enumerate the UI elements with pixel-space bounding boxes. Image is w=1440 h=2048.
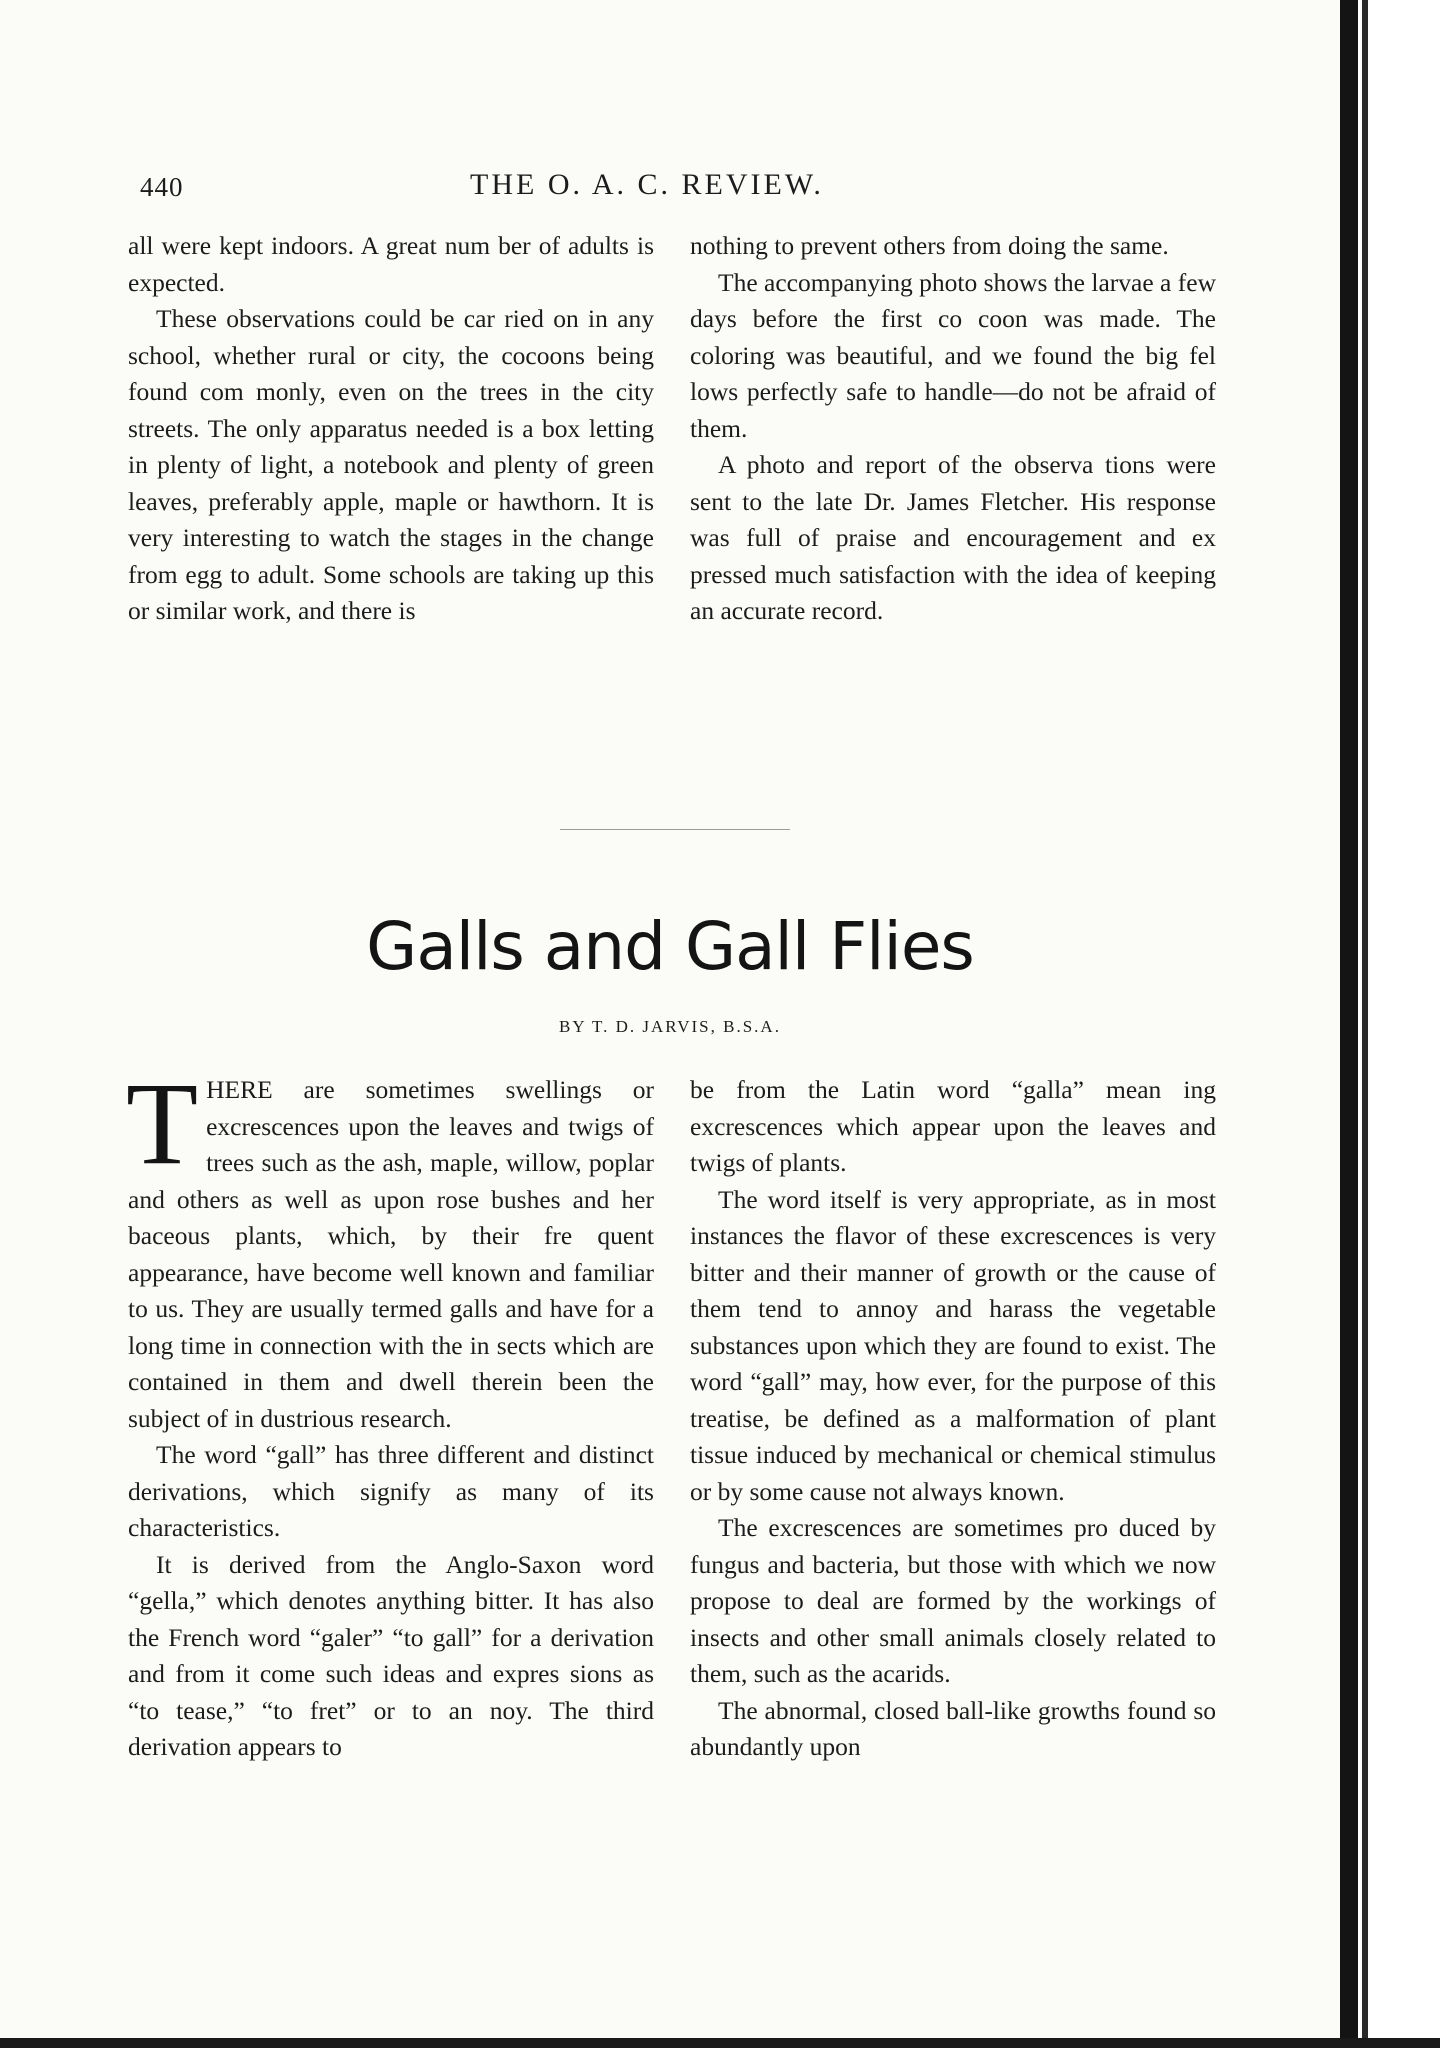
paragraph: The accompanying photo shows the larvae a few days before the first co coon was made. The coloring was beautiful, and we found the big fel lows perfectly safe to handle—do not be afraid of them. bbox=[690, 267, 1216, 443]
top-left-column bbox=[128, 228, 654, 630]
paragraph: The excrescences are sometimes pro duced by fungus and bacteria, but those with which we now propose to deal are formed by the workings of insects and other small animals closely related to them, such as the acarids. bbox=[690, 1513, 1216, 1688]
scan-margin bbox=[1358, 0, 1440, 2048]
paragraph: The word itself is very appropriate, as in most instances the flavor of these excrescences is very bitter and their manner of growth or the cause of them tend to annoy and harass the vegetable substances upon which they are found to exist. The word “gall” may, how ever, for the purpose of this treatise, be defined as a malformation of plant tissue induced by mechanical or chemical stimulus or by some cause not always known. bbox=[690, 1184, 1216, 1506]
bottom-edge-border bbox=[0, 2038, 1440, 2048]
article-title: Galls and Gall Flies bbox=[366, 908, 974, 985]
top-right-column bbox=[690, 228, 1216, 630]
paragraph: be from the Latin word “galla” mean ing excrescences which appear upon the leaves and twigs of plants. bbox=[690, 1075, 1216, 1177]
paragraph: These observations could be car ried on in any school, whether rural or city, the cocoons being found com monly, even on the trees in the city streets. The only apparatus needed is a box letting in plenty of light, a notebook and plenty of green leaves, preferably apple, maple or hawthorn. It is very interesting to watch the stages in the change from egg to adult. Some schools are taking up this or similar work, and there is bbox=[128, 304, 654, 625]
article-byline: BY T. D. JARVIS, B.S.A. bbox=[559, 1017, 781, 1036]
paragraph: nothing to prevent others from doing the same. bbox=[690, 231, 1169, 260]
article-left-column bbox=[126, 1058, 654, 1766]
first-paragraph bbox=[126, 1058, 654, 1437]
first-paragraph-text: HERE are sometimes swellings or excrescences upon the leaves and twigs of trees such as the ash, maple, willow, poplar and others as well as upon rose bushes and her baceous plants, which, by their fre quent appearance, have become well known and familiar to us. They are usually termed galls and have for a long time in connection with the in sects which are contained in them and dwell therein been the subject of in dustrious research. bbox=[128, 1075, 654, 1433]
paragraph: It is derived from the Anglo-Saxon word “gella,” which denotes anything bitter. It has also the French word “galer” “to gall” for a derivation and from it come such ideas and expres sions as “to tease,” “to fret” or to an noy. The third derivation appears to bbox=[128, 1549, 654, 1761]
paragraph: A photo and report of the observa tions were sent to the late Dr. James Fletcher. His response was full of praise and encouragement and ex pressed much satisfaction with the idea of keeping an accurate record. bbox=[690, 450, 1216, 625]
page-edge-border bbox=[1340, 0, 1358, 2048]
running-head: THE O. A. C. REVIEW. bbox=[470, 168, 824, 201]
paragraph: The word “gall” has three different and distinct derivations, which signify as many of its characteristics. bbox=[128, 1440, 654, 1542]
paragraph: all were kept indoors. A great num ber of adults is expected. bbox=[128, 231, 654, 297]
paragraph: The abnormal, closed ball-like growths found so abundantly upon bbox=[690, 1695, 1216, 1761]
article-right-column bbox=[690, 1072, 1216, 1766]
adjacent-page-edge bbox=[1362, 0, 1368, 2048]
drop-cap: T bbox=[126, 1058, 199, 1189]
page-number: 440 bbox=[140, 172, 184, 202]
section-divider bbox=[560, 829, 790, 830]
